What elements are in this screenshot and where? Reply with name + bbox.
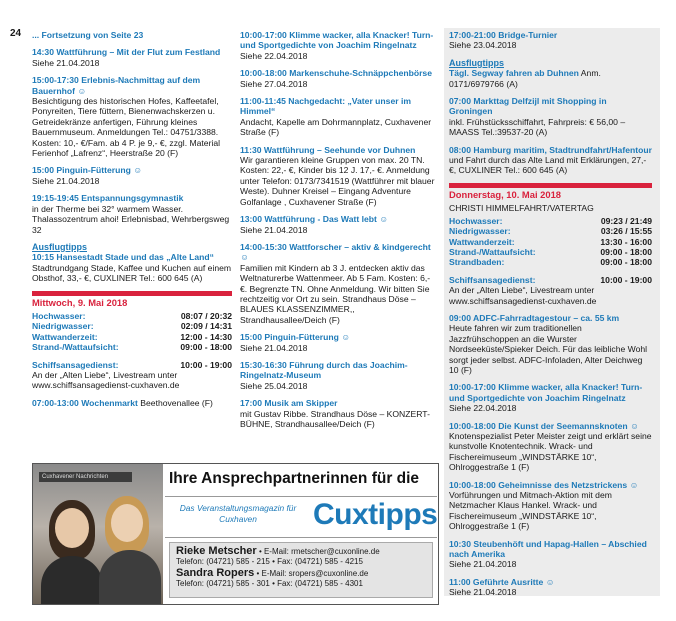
entry-desc: Beethovenallee (F) bbox=[137, 397, 213, 408]
tide-row bbox=[32, 332, 232, 342]
tide-label: Strand-/Wattaufsicht: bbox=[449, 246, 536, 257]
schiff-label: Schiffsansagedienst: bbox=[449, 274, 536, 285]
event-entry bbox=[449, 577, 652, 598]
event-entry bbox=[240, 68, 437, 89]
tide-time: 12:00 - 14:30 bbox=[180, 331, 232, 342]
tide-row bbox=[32, 321, 232, 331]
entry-desc: Knotenspezialist Peter Meister zeigt und erklärt seine kunstvolle Knotentechnik. Wrack- und Fischereimuseum „WINDSTÄRKE 10“, Ohlroggestraße 1 (F) bbox=[449, 431, 652, 473]
ad-headline: Ihre Ansprechpartnerinnen für die bbox=[169, 470, 420, 487]
entry-title: Tägl. Segway fahren ab Duhnen bbox=[449, 68, 579, 79]
person-face bbox=[55, 508, 89, 548]
markt-entry bbox=[32, 398, 232, 408]
event-entry bbox=[240, 360, 437, 391]
entry-desc: in der Therme bei 32° warmem Wasser. Thalassozentrum ahoi! Erlebnisbad, Wehrbergsweg 32 bbox=[32, 203, 230, 235]
ausflug-entry bbox=[32, 252, 232, 283]
event-entry bbox=[240, 242, 437, 325]
event-entry bbox=[449, 421, 652, 473]
entry-desc: Siehe 23.04.2018 bbox=[449, 40, 517, 51]
contact-name: Sandra Ropers bbox=[176, 567, 255, 579]
entry-title: 10:00-17:00 Klimme wacker, alla Knacker! Turn- und Sportgedichte von Joachim Ringelnatz bbox=[240, 30, 434, 51]
schiff-time: 10:00 - 19:00 bbox=[600, 274, 652, 285]
contact-phone: Telefon: (04721) 585 - 301 • Fax: (04721) 585 - 4301 bbox=[176, 579, 363, 588]
tide-time: 09:00 - 18:00 bbox=[600, 257, 652, 268]
page-number: 24 bbox=[10, 28, 22, 39]
ad-tagline: Das Veranstaltungsmagazin für Cuxhaven bbox=[179, 503, 297, 524]
entry-title: 07:00-13:00 Wochenmarkt bbox=[32, 397, 138, 408]
column-1 bbox=[32, 30, 232, 415]
entry-title: 14:00-15:30 Wattforscher – aktiv & kindgerecht ☺ bbox=[240, 241, 431, 263]
tide-time: 09:00 - 18:00 bbox=[180, 342, 232, 353]
person-body bbox=[99, 550, 161, 604]
event-entry bbox=[32, 75, 232, 158]
advertisement-box bbox=[32, 463, 439, 605]
contact-1 bbox=[176, 546, 426, 567]
tide-label: Wattwanderzeit: bbox=[449, 236, 515, 247]
tide-table bbox=[32, 311, 232, 353]
event-entry bbox=[240, 145, 437, 207]
col3-entries-bottom bbox=[449, 313, 652, 598]
tide-row bbox=[32, 311, 232, 321]
entry-desc: Siehe 21.04.2018 bbox=[240, 342, 308, 353]
col3-entries-top bbox=[449, 30, 652, 51]
event-entry bbox=[240, 30, 437, 61]
contact-name: Rieke Metscher bbox=[176, 545, 257, 557]
contact-photo bbox=[33, 464, 163, 604]
entry-desc: Wir garantieren kleine Gruppen von max. 20 TN. Kosten: 22,- €, Kinder bis 12 J. 17,- €. Anmeldung unter Telefon: 0173/7341519 (Wattführer mit blauer Weste). Duhner Kreisel – Eingang Adventure Golfanlage , Cuxhavener Straße (F) bbox=[240, 155, 435, 207]
event-entry bbox=[449, 96, 652, 138]
event-entry bbox=[240, 96, 437, 138]
tide-row bbox=[449, 247, 652, 257]
schiff-desc: An der „Alten Liebe“, Livestream unter www.schiffsansagedienst-cuxhaven.de bbox=[32, 369, 180, 391]
column-3 bbox=[449, 30, 652, 605]
contact-2 bbox=[176, 568, 426, 589]
entry-title: 10:00-18:00 Markenschuhe-Schnäppchenbörse bbox=[240, 68, 432, 79]
entry-desc: Siehe 22.04.2018 bbox=[240, 50, 308, 61]
entry-title: 08:00 Hamburg maritim, Stadtrundfahrt/Hafentour bbox=[449, 144, 652, 155]
entry-title: 19:15-19:45 Entspannungsgymnastik bbox=[32, 193, 184, 204]
event-entry bbox=[240, 398, 437, 429]
entry-title: 15:00 Pinguin-Fütterung ☺ bbox=[240, 332, 350, 343]
entry-desc: Siehe 25.04.2018 bbox=[240, 380, 308, 391]
person-face bbox=[111, 504, 143, 542]
entry-title: 07:00 Markttag Delfzijl mit Shopping in Groningen bbox=[449, 96, 607, 117]
column-2 bbox=[240, 30, 437, 436]
photo-sign: Cuxhavener Nachrichten bbox=[39, 472, 132, 482]
tide-row bbox=[32, 342, 232, 352]
entry-title: 15:00 Pinguin-Fütterung ☺ bbox=[32, 165, 142, 176]
entry-desc: Siehe 21.04.2018 bbox=[32, 175, 100, 186]
event-entry bbox=[449, 145, 652, 176]
day-subheading: CHRISTI HIMMELFAHRT/VATERTAG bbox=[449, 203, 594, 214]
tide-label: Niedrigwasser: bbox=[32, 321, 94, 332]
entry-title: 10:30 Steubenhöft und Hapag-Hallen – Abschied nach Amerika bbox=[449, 538, 647, 560]
contact-email: • E-Mail: sropers@cuxonline.de bbox=[254, 569, 369, 578]
entry-title: 15:00-17:30 Erlebnis-Nachmittag auf dem Bauernhof ☺ bbox=[32, 75, 201, 96]
entry-desc: und Fahrt durch das Alte Land mit Erklärungen, 27,- €, CUXLINER Tel.: 600 645 (A) bbox=[449, 155, 647, 176]
entry-title: ... Fortsetzung von Seite 23 bbox=[32, 30, 144, 40]
event-entry bbox=[32, 165, 232, 186]
entry-desc: inkl. Frühstücksschiffahrt, Fahrpreis: € 56,00 – MAASS Tel.:39537-20 (A) bbox=[449, 116, 626, 138]
entry-desc: Familien mit Kindern ab 3 J. entdecken aktiv das Weltnaturerbe Wattenmeer. Ab 5 Fam. Kosten: 6,- €. Begrenzte TN. Ohne Anmeldung. Wir bitten Sie rechtzeitig vor Ort zu sein. Strandhaus Döse – BLAUES KLASSENZIMMER,, Strandhausallee/Deich (F) bbox=[240, 262, 431, 325]
day-heading: Mittwoch, 9. Mai 2018 bbox=[32, 291, 232, 308]
entry-title: 10:15 Hansestadt Stade und das „Alte Land“ bbox=[32, 252, 214, 263]
ausflug-heading: Ausflugtipps bbox=[449, 57, 504, 68]
schiff-row bbox=[32, 360, 232, 370]
col1-entries-top bbox=[32, 30, 232, 235]
day-heading: Donnerstag, 10. Mai 2018 bbox=[449, 183, 652, 200]
entry-title: 11:30 Wattführung – Seehunde vor Duhnen bbox=[240, 144, 416, 155]
tide-label: Wattwanderzeit: bbox=[32, 331, 98, 342]
entry-title: 17:00-21:00 Bridge-Turnier bbox=[449, 30, 558, 40]
schiff-desc: An der „Alten Liebe“, Livestream unter www.schiffsansagedienst-cuxhaven.de bbox=[449, 285, 597, 306]
tide-time: 03:26 / 15:55 bbox=[600, 226, 652, 237]
tide-label: Hochwasser: bbox=[449, 215, 503, 226]
event-entry bbox=[449, 313, 652, 375]
entry-desc: Siehe 22.04.2018 bbox=[449, 403, 517, 414]
entry-desc: Besichtigung des historischen Hofes, Kaffeetafel, Ponyreiten, Tiere füttern, Bienenwachskerzen u. Getreidekränze anfertigen, Führung kleines Bauernmuseum. Anmeldungen Tel.: 04751/3388. Kosten: 10,- €/Fam. ab 4 P. je 9,- €, zzgl. Material Ferienhof „Lafrenz“, Heerstraße 20 (F) bbox=[32, 96, 221, 159]
entry-title: 14:30 Wattführung – Mit der Flut zum Festland bbox=[32, 47, 221, 58]
entry-title: 11:00 Geführte Ausritte ☺ bbox=[449, 576, 555, 587]
schiff-row bbox=[449, 275, 652, 285]
entry-title: 13:00 Wattführung - Das Watt lebt ☺ bbox=[240, 214, 389, 225]
entry-desc: mit Gustav Ribbe. Strandhaus Döse – KONZERT-BÜHNE, Strandhausallee/Deich (F) bbox=[240, 408, 430, 429]
entry-title: 10:00-17:00 Klimme wacker, alla Knacker! Turn- und Sportgedichte von Joachim Ringelnatz bbox=[449, 382, 643, 403]
event-entry bbox=[449, 68, 652, 89]
tide-label: Niedrigwasser: bbox=[449, 226, 511, 237]
event-entry bbox=[32, 30, 232, 40]
entry-title: 10:00-18:00 Die Kunst der Seemannsknoten ☺ bbox=[449, 420, 639, 431]
tide-label: Strandbaden: bbox=[449, 257, 505, 268]
entry-desc: Stadtrundgang Stade, Kaffee und Kuchen auf einem Obsthof, 33,- €, CUXLINER Tel.: 600 645 (A) bbox=[32, 262, 232, 284]
schiff-label: Schiffsansagedienst: bbox=[32, 359, 119, 370]
entry-desc: Siehe 21.04.2018 bbox=[32, 57, 100, 68]
contact-email: • E-Mail: rmetscher@cuxonline.de bbox=[256, 547, 380, 556]
entry-desc: Siehe 21.04.2018 bbox=[240, 224, 308, 235]
entry-desc: Andacht, Kapelle am Dohrmannplatz, Cuxhavener Straße (F) bbox=[240, 116, 432, 138]
entry-desc: Anm. 0171/6979766 (A) bbox=[449, 68, 601, 89]
entry-title: 10:00-18:00 Geheimnisse des Netzstrickens ☺ bbox=[449, 479, 639, 490]
entry-desc: Siehe 21.04.2018 bbox=[449, 587, 517, 598]
entry-title: 17:00 Musik am Skipper bbox=[240, 398, 338, 409]
entry-title: 15:30-16:30 Führung durch das Joachim-Ringelnatz-Museum bbox=[240, 359, 408, 381]
tide-time: 09:23 / 21:49 bbox=[600, 215, 652, 226]
ad-logo-bar bbox=[165, 496, 437, 538]
tide-row bbox=[449, 237, 652, 247]
tide-row bbox=[449, 257, 652, 267]
schiff-time: 10:00 - 19:00 bbox=[180, 359, 232, 370]
entry-title: 09:00 ADFC-Fahrradtagestour – ca. 55 km bbox=[449, 312, 620, 323]
event-entry bbox=[32, 193, 232, 235]
entry-desc: Vorführungen und Mitmach-Aktion mit dem Netzmacher Klaus Hankel. Wrack- und Fischereimuseum „WINDSTÄRKE 10“, Ohlroggestraße 1 (F) bbox=[449, 490, 612, 532]
event-entry bbox=[449, 382, 652, 413]
tide-time: 08:07 / 20:32 bbox=[180, 310, 232, 321]
contact-box bbox=[169, 542, 433, 598]
tide-table bbox=[449, 216, 652, 268]
tide-time: 02:09 / 14:31 bbox=[180, 321, 232, 332]
event-entry bbox=[240, 214, 437, 235]
tide-time: 13:30 - 16:00 bbox=[600, 236, 652, 247]
tide-time: 09:00 - 18:00 bbox=[600, 246, 652, 257]
contact-phone: Telefon: (04721) 585 - 215 • Fax: (04721) 585 - 4215 bbox=[176, 557, 363, 566]
entry-title: 11:00-11:45 Nachgedacht: „Vater unser im Himmel“ bbox=[240, 96, 411, 117]
entry-desc: Siehe 21.04.2018 bbox=[449, 559, 517, 570]
schiff-entry bbox=[449, 275, 652, 306]
event-entry bbox=[449, 539, 652, 570]
entry-desc: Siehe 27.04.2018 bbox=[240, 78, 308, 89]
event-entry bbox=[449, 480, 652, 532]
person-body bbox=[41, 556, 103, 604]
schiff-entry bbox=[32, 360, 232, 391]
event-entry bbox=[240, 332, 437, 353]
col3-ausflug-list bbox=[449, 68, 652, 176]
event-entry bbox=[32, 47, 232, 68]
tide-row bbox=[449, 226, 652, 236]
entry-desc: Heute fahren wir zum traditionellen Jazzfrühschoppen an die Wurster Nordseeküste/Spieker Deich. Für das leibliche Wohl sorgt jeder selbst. ADFC-Infoladen, Alter Deichweg 10 (F) bbox=[449, 323, 648, 375]
event-entry bbox=[449, 30, 652, 51]
ausflug-heading: Ausflugtipps bbox=[32, 241, 87, 252]
tide-label: Strand-/Wattaufsicht: bbox=[32, 342, 119, 353]
cuxtipps-logo: Cuxtipps bbox=[313, 498, 438, 531]
tide-label: Hochwasser: bbox=[32, 310, 86, 321]
tide-row bbox=[449, 216, 652, 226]
